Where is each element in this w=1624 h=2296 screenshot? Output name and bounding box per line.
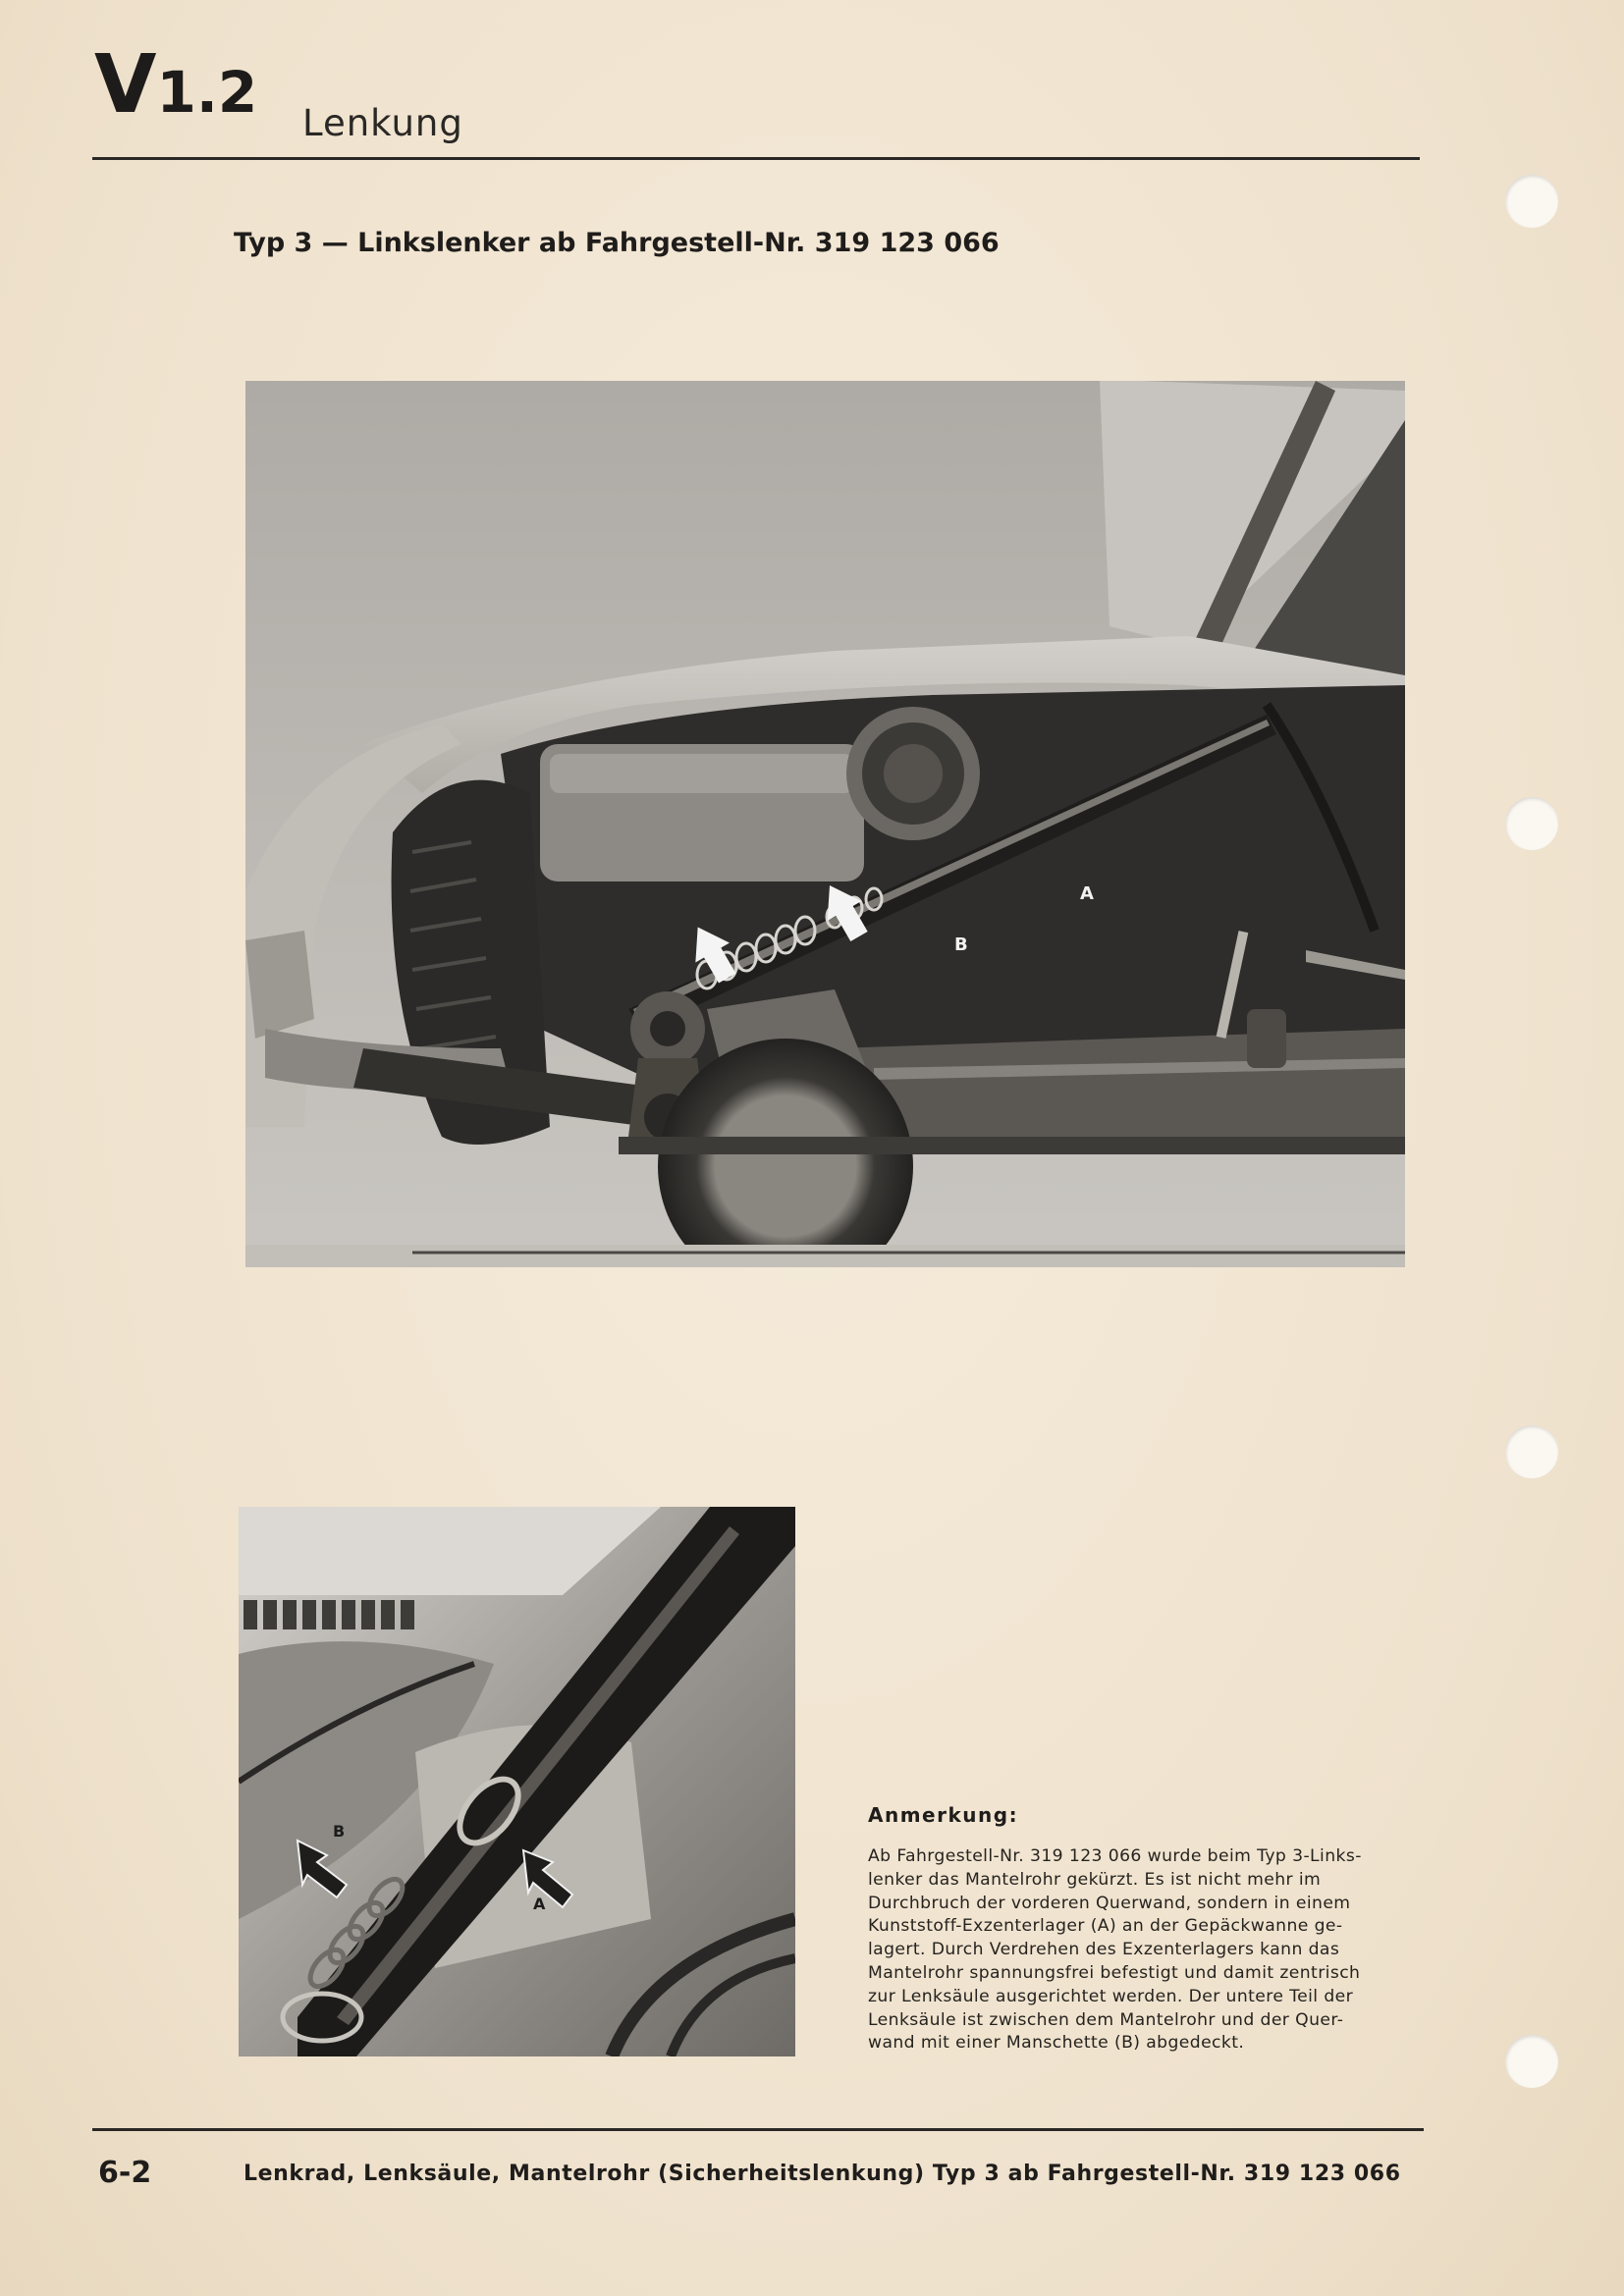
note-line: wand mit einer Manschette (B) abgedeckt. <box>868 2033 1245 2054</box>
note-line: lenker das Mantelrohr gekürzt. Es ist nicht mehr im <box>868 1869 1322 1890</box>
note-line: zur Lenksäule ausgerichtet werden. Der untere Teil der <box>868 1986 1354 2006</box>
section-code-letter: V <box>94 38 157 132</box>
note-line: Durchbruch der vorderen Querwand, sondern in einem <box>868 1893 1351 1913</box>
note-line: Kunststoff-Exzenterlager (A) an der Gepäckwanne ge- <box>868 1916 1343 1937</box>
punch-hole <box>1505 175 1558 228</box>
column-mount-detail-photo <box>239 1507 795 2056</box>
note-line: Ab Fahrgestell-Nr. 319 123 066 wurde beim Typ 3-Links- <box>868 1846 1362 1866</box>
note-line: lagert. Durch Verdrehen des Exzenterlagers kann das <box>868 1940 1340 1960</box>
note-line: Mantelrohr spannungsfrei befestigt und damit zentrisch <box>868 1962 1361 1983</box>
punch-hole <box>1505 1425 1558 1478</box>
page-number: 6-2 <box>98 2156 152 2190</box>
footer-rule <box>92 2128 1424 2131</box>
arrow-a-label: A <box>533 1895 546 1913</box>
arrow-b-label: B <box>333 1822 346 1841</box>
section-title: Typ 3 — Linkslenker ab Fahrgestell-Nr. 319 123 066 <box>234 228 1000 258</box>
punch-hole <box>1505 797 1558 850</box>
footer-title: Lenkrad, Lenksäule, Mantelrohr (Sicherheitslenkung) Typ 3 ab Fahrgestell-Nr. 319 123 066 <box>244 2162 1401 2186</box>
note-heading: Anmerkung: <box>868 1803 1019 1827</box>
vehicle-cutaway-photo <box>245 381 1405 1267</box>
header-rule <box>92 157 1420 160</box>
arrow-a-label: A <box>1080 883 1094 904</box>
punch-hole <box>1505 2035 1558 2088</box>
section-code-number: 1.2 <box>156 59 258 126</box>
note-line: Lenksäule ist zwischen dem Mantelrohr und der Quer- <box>868 2009 1344 2030</box>
note-body <box>868 1845 1426 2056</box>
arrow-b-label: B <box>954 934 968 955</box>
chapter-title: Lenkung <box>302 102 463 144</box>
section-code <box>94 38 258 132</box>
